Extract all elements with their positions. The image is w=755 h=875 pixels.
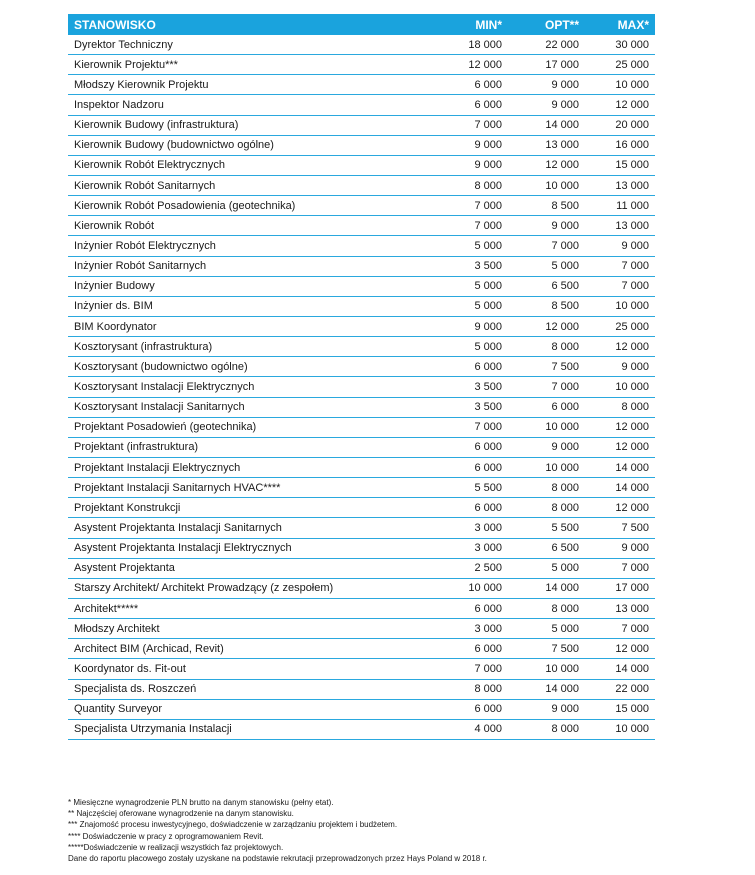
cell-min: 8 000 [474, 179, 502, 192]
table-row [68, 619, 655, 639]
cell-max: 7 000 [621, 260, 649, 273]
cell-opt: 9 000 [551, 219, 579, 232]
cell-opt: 10 000 [545, 179, 579, 192]
cell-opt: 17 000 [545, 58, 579, 71]
cell-opt: 8 000 [551, 340, 579, 353]
cell-max: 9 000 [621, 542, 649, 555]
cell-max: 14 000 [615, 662, 649, 675]
cell-max: 7 000 [621, 562, 649, 575]
cell-min: 6 000 [474, 98, 502, 111]
cell-max: 7 000 [621, 622, 649, 635]
footnote-source: Dane do raportu płacowego zostały uzyskane na podstawie rekrutacji przeprowadzonych przez Hays Poland w 2018 r. [68, 854, 487, 864]
header-opt: OPT** [544, 17, 579, 32]
cell-position: Specjalista ds. Roszczeń [74, 683, 197, 696]
cell-max: 9 000 [621, 239, 649, 252]
cell-min: 3 000 [474, 542, 502, 555]
header-min: MIN* [475, 17, 502, 32]
cell-position: Inżynier Budowy [74, 280, 155, 293]
cell-max: 10 000 [615, 300, 649, 313]
cell-min: 7 000 [474, 219, 502, 232]
table-row [68, 75, 655, 95]
cell-position: Kierownik Robót Sanitarnych [74, 179, 216, 192]
cell-max: 16 000 [615, 139, 649, 152]
cell-position: Quantity Surveyor [74, 703, 163, 716]
cell-position: Kierownik Robót Posadowienia (geotechnika) [74, 199, 296, 212]
cell-opt: 6 500 [551, 280, 579, 293]
table-row [68, 257, 655, 277]
cell-min: 6 000 [474, 501, 502, 514]
footnote: **** Doświadczenie w pracy z oprogramowaniem Revit. [68, 831, 264, 841]
cell-max: 7 500 [621, 521, 649, 534]
cell-min: 10 000 [468, 582, 502, 595]
cell-opt: 22 000 [545, 38, 579, 51]
table-row [68, 337, 655, 357]
cell-opt: 7 500 [551, 642, 579, 655]
table-row [68, 236, 655, 256]
cell-position: Kosztorysant (budownictwo ogólne) [74, 360, 248, 373]
cell-position: BIM Koordynator [74, 320, 157, 333]
table-row [68, 35, 655, 55]
cell-opt: 9 000 [551, 98, 579, 111]
table-row [68, 579, 655, 599]
cell-opt: 12 000 [545, 320, 579, 333]
table-row [68, 518, 655, 538]
table-row [68, 478, 655, 498]
cell-position: Inżynier Robót Sanitarnych [74, 260, 207, 273]
cell-position: Asystent Projektanta Instalacji Sanitarnych [74, 521, 282, 534]
cell-min: 6 000 [474, 461, 502, 474]
cell-opt: 8 000 [551, 481, 579, 494]
table-row [68, 498, 655, 518]
cell-min: 5 000 [474, 340, 502, 353]
cell-opt: 6 500 [551, 542, 579, 555]
table-row [68, 357, 655, 377]
cell-opt: 8 000 [551, 602, 579, 615]
cell-max: 25 000 [615, 320, 649, 333]
table-row [68, 55, 655, 75]
salary-table [68, 14, 655, 740]
cell-max: 13 000 [615, 602, 649, 615]
cell-min: 3 500 [474, 380, 502, 393]
table-body [68, 35, 655, 740]
cell-position: Kierownik Robót Elektrycznych [74, 159, 226, 172]
cell-min: 2 500 [474, 562, 502, 575]
cell-position: Inspektor Nadzoru [74, 98, 164, 111]
cell-min: 6 000 [474, 602, 502, 615]
table-row [68, 277, 655, 297]
cell-max: 14 000 [615, 481, 649, 494]
cell-position: Projektant Instalacji Sanitarnych HVAC**** [74, 481, 281, 494]
cell-opt: 14 000 [545, 683, 579, 696]
cell-max: 10 000 [615, 723, 649, 736]
cell-min: 6 000 [474, 703, 502, 716]
table-row [68, 297, 655, 317]
cell-min: 6 000 [474, 360, 502, 373]
table-row [68, 418, 655, 438]
cell-position: Inżynier ds. BIM [74, 300, 153, 313]
cell-opt: 9 000 [551, 441, 579, 454]
cell-position: Projektant Konstrukcji [74, 501, 181, 514]
cell-opt: 6 000 [551, 401, 579, 414]
cell-max: 12 000 [615, 501, 649, 514]
cell-max: 15 000 [615, 159, 649, 172]
cell-position: Kierownik Projektu*** [74, 58, 178, 71]
cell-opt: 8 000 [551, 501, 579, 514]
cell-position: Projektant Posadowień (geotechnika) [74, 421, 257, 434]
cell-max: 20 000 [615, 119, 649, 132]
footnotes [68, 797, 688, 864]
table-row [68, 539, 655, 559]
cell-position: Specjalista Utrzymania Instalacji [74, 723, 232, 736]
table-header [68, 14, 655, 35]
cell-min: 3 000 [474, 622, 502, 635]
cell-max: 10 000 [615, 380, 649, 393]
cell-opt: 8 500 [551, 199, 579, 212]
cell-position: Koordynator ds. Fit-out [74, 662, 186, 675]
footnote: ** Najczęściej oferowane wynagrodzenie na danym stanowisku. [68, 809, 294, 819]
cell-position: Dyrektor Techniczny [74, 38, 173, 51]
cell-max: 25 000 [615, 58, 649, 71]
cell-min: 7 000 [474, 119, 502, 132]
cell-max: 8 000 [621, 401, 649, 414]
cell-position: Inżynier Robót Elektrycznych [74, 239, 216, 252]
cell-min: 9 000 [474, 320, 502, 333]
cell-position: Kierownik Budowy (infrastruktura) [74, 119, 239, 132]
table-row [68, 176, 655, 196]
cell-max: 13 000 [615, 179, 649, 192]
cell-opt: 7 000 [551, 380, 579, 393]
table-row [68, 317, 655, 337]
cell-position: Architekt***** [74, 602, 139, 615]
header-max: MAX* [617, 17, 649, 32]
table-row [68, 639, 655, 659]
cell-min: 4 000 [474, 723, 502, 736]
cell-min: 6 000 [474, 441, 502, 454]
cell-opt: 10 000 [545, 662, 579, 675]
cell-position: Kierownik Budowy (budownictwo ogólne) [74, 139, 274, 152]
table-row [68, 156, 655, 176]
cell-min: 9 000 [474, 159, 502, 172]
cell-opt: 5 000 [551, 260, 579, 273]
cell-max: 12 000 [615, 642, 649, 655]
table-row [68, 196, 655, 216]
cell-max: 9 000 [621, 360, 649, 373]
cell-opt: 5 000 [551, 562, 579, 575]
cell-max: 14 000 [615, 461, 649, 474]
cell-opt: 5 000 [551, 622, 579, 635]
header-position: STANOWISKO [74, 17, 156, 32]
cell-opt: 12 000 [545, 159, 579, 172]
table-row [68, 659, 655, 679]
cell-max: 22 000 [615, 683, 649, 696]
cell-min: 18 000 [468, 38, 502, 51]
footnote: *** Znajomość procesu inwestycyjnego, doświadczenie w zarządzaniu projektem i budżetem. [68, 820, 398, 830]
cell-position: Kosztorysant (infrastruktura) [74, 340, 213, 353]
table-row [68, 116, 655, 136]
cell-position: Architect BIM (Archicad, Revit) [74, 642, 224, 655]
cell-max: 12 000 [615, 340, 649, 353]
table-row [68, 680, 655, 700]
table-row [68, 438, 655, 458]
cell-position: Starszy Architekt/ Architekt Prowadzący (z zespołem) [74, 582, 334, 595]
table-row [68, 136, 655, 156]
table-row [68, 700, 655, 720]
footnote: * Miesięczne wynagrodzenie PLN brutto na danym stanowisku (pełny etat). [68, 798, 334, 807]
cell-max: 12 000 [615, 421, 649, 434]
cell-position: Asystent Projektanta [74, 562, 175, 575]
table-row [68, 377, 655, 397]
footnote: *****Doświadczenie w realizacji wszystkich faz projektowych. [68, 842, 284, 852]
table-row [68, 458, 655, 478]
cell-min: 8 000 [474, 683, 502, 696]
cell-opt: 5 500 [551, 521, 579, 534]
cell-min: 5 000 [474, 239, 502, 252]
cell-position: Asystent Projektanta Instalacji Elektrycznych [74, 542, 292, 555]
cell-max: 11 000 [616, 199, 649, 212]
cell-position: Kosztorysant Instalacji Elektrycznych [74, 380, 255, 393]
cell-max: 7 000 [621, 280, 649, 293]
cell-position: Projektant Instalacji Elektrycznych [74, 461, 241, 474]
table-row [68, 216, 655, 236]
cell-max: 15 000 [615, 703, 649, 716]
cell-opt: 8 500 [551, 300, 579, 313]
table-row [68, 599, 655, 619]
cell-opt: 10 000 [545, 461, 579, 474]
cell-min: 6 000 [474, 642, 502, 655]
cell-opt: 9 000 [551, 703, 579, 716]
cell-min: 7 000 [474, 199, 502, 212]
table-row [68, 720, 655, 740]
cell-opt: 7 000 [551, 239, 579, 252]
table-row [68, 95, 655, 115]
cell-position: Projektant (infrastruktura) [74, 441, 199, 454]
table-row [68, 398, 655, 418]
cell-opt: 13 000 [545, 139, 579, 152]
cell-min: 6 000 [474, 78, 502, 91]
cell-min: 3 500 [474, 260, 502, 273]
cell-max: 10 000 [615, 78, 649, 91]
cell-position: Młodszy Architekt [74, 622, 160, 635]
cell-max: 12 000 [615, 441, 649, 454]
cell-position: Młodszy Kierownik Projektu [74, 78, 209, 91]
cell-min: 9 000 [474, 139, 502, 152]
cell-min: 7 000 [474, 421, 502, 434]
cell-min: 5 000 [474, 280, 502, 293]
cell-opt: 9 000 [551, 78, 579, 91]
table-row [68, 559, 655, 579]
cell-opt: 14 000 [545, 119, 579, 132]
cell-min: 7 000 [474, 662, 502, 675]
cell-min: 5 000 [474, 300, 502, 313]
cell-min: 3 500 [474, 401, 502, 414]
cell-max: 13 000 [615, 219, 649, 232]
cell-opt: 7 500 [551, 360, 579, 373]
cell-opt: 10 000 [545, 421, 579, 434]
cell-min: 3 000 [474, 521, 502, 534]
cell-position: Kosztorysant Instalacji Sanitarnych [74, 401, 245, 414]
cell-max: 12 000 [615, 98, 649, 111]
cell-opt: 8 000 [551, 723, 579, 736]
cell-opt: 14 000 [545, 582, 579, 595]
cell-position: Kierownik Robót [74, 219, 155, 232]
cell-max: 17 000 [615, 582, 649, 595]
cell-min: 12 000 [468, 58, 502, 71]
cell-min: 5 500 [474, 481, 502, 494]
cell-max: 30 000 [615, 38, 649, 51]
